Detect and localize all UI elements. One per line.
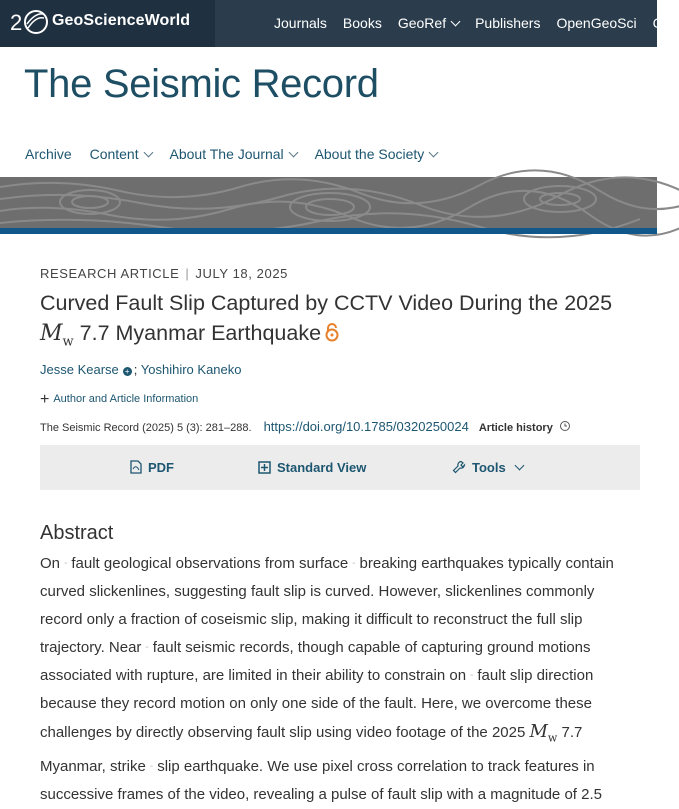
citation-text: The Seismic Record (2025) 5 (3): 281–288. bbox=[40, 422, 252, 434]
author-jesse-kearse[interactable]: Jesse Kearse bbox=[40, 362, 119, 377]
author-separator: ; bbox=[133, 362, 138, 377]
nav-georef[interactable] bbox=[398, 15, 459, 31]
article-history-label: Article history bbox=[478, 422, 553, 434]
orcid-plus-icon[interactable]: + bbox=[123, 367, 132, 376]
journal-title[interactable]: The Seismic Record bbox=[24, 62, 379, 106]
magnitude-symbol bbox=[40, 321, 74, 350]
abstract-text bbox=[40, 550, 640, 809]
abstract-seg-6: 7.7 Myanmar, strike bbox=[40, 724, 583, 775]
pdf-label: PDF bbox=[148, 460, 174, 475]
history-clock-icon bbox=[559, 420, 571, 432]
hyphen-mark: - bbox=[149, 760, 154, 772]
meta-separator: | bbox=[185, 266, 190, 281]
title-text-2: 7.7 Myanmar Earthquake bbox=[73, 321, 322, 345]
tools-dropdown[interactable] bbox=[452, 460, 523, 475]
article-title bbox=[40, 288, 640, 357]
author-yoshihiro-kaneko[interactable]: Yoshihiro Kaneko bbox=[140, 362, 242, 377]
chevron-down-icon bbox=[451, 17, 461, 27]
nav-journals[interactable]: Journals bbox=[274, 15, 327, 31]
magnitude-w: w bbox=[547, 731, 558, 745]
abstract-seg-1: On bbox=[40, 555, 61, 572]
gsw-logo-icon bbox=[10, 8, 50, 36]
pdf-button[interactable] bbox=[130, 460, 174, 475]
pdf-icon bbox=[130, 460, 142, 474]
standard-view-icon bbox=[258, 461, 271, 474]
abstract-seg-3: breaking earthquakes typically contain curved slickenlines, suggesting fault slip is curved. However, slickenlines commonly record only a fraction of coseismic slip, making it difficult to reconstruct the full slip trajectory. Near bbox=[40, 555, 614, 656]
nav-georef-label: GeoRef bbox=[397, 15, 447, 31]
hyphen-mark: - bbox=[352, 558, 356, 569]
subnav-content[interactable] bbox=[90, 146, 152, 162]
standard-view-button[interactable] bbox=[258, 460, 366, 475]
abstract-seg-4: fault seismic records, though capable of capturing ground motions associated with rupture, are limited in their ability to constrain on bbox=[40, 639, 591, 684]
hyphen-mark: - bbox=[470, 670, 474, 681]
svg-text:2: 2 bbox=[10, 10, 23, 35]
hyphen-mark: - bbox=[64, 558, 68, 569]
journal-nav bbox=[25, 146, 451, 162]
abstract-seg-2: fault geological observations from surface bbox=[71, 555, 349, 572]
subnav-about-journal[interactable] bbox=[170, 146, 297, 162]
nav-publishers[interactable]: Publishers bbox=[475, 15, 541, 31]
article-history-toggle[interactable] bbox=[479, 422, 571, 434]
open-access-lock-icon bbox=[325, 322, 339, 342]
nav-opengeosci[interactable]: OpenGeoSci bbox=[556, 15, 637, 31]
magnitude-m: M bbox=[40, 321, 63, 346]
top-bar bbox=[0, 0, 663, 47]
plus-icon: + bbox=[40, 391, 50, 408]
brand-name: GeoScienceWorld bbox=[52, 12, 191, 29]
tools-label: Tools bbox=[472, 460, 506, 475]
title-text-1: Curved Fault Slip Captured by CCTV Video During the 2025 bbox=[40, 291, 613, 315]
article-toolbar bbox=[40, 445, 640, 490]
topographic-pattern bbox=[0, 177, 657, 228]
chevron-down-icon bbox=[143, 148, 153, 158]
magnitude-w: w bbox=[62, 334, 74, 350]
gsw-logo[interactable] bbox=[0, 0, 215, 47]
author-list bbox=[40, 362, 242, 377]
hyphen-mark: - bbox=[145, 642, 149, 653]
subnav-about-journal-label: About The Journal bbox=[169, 146, 284, 162]
abstract-seg-5: fault slip direction because they record motion on only one side of the fault. Here, we overcome these challenges by directly observing fault slip using video footage of the 2025 bbox=[40, 667, 594, 741]
chevron-down-icon bbox=[514, 461, 524, 471]
author-info-toggle[interactable] bbox=[40, 391, 198, 409]
article-type: RESEARCH ARTICLE bbox=[40, 266, 180, 281]
wrench-icon bbox=[452, 460, 466, 474]
chevron-down-icon bbox=[429, 148, 439, 158]
subnav-archive[interactable]: Archive bbox=[25, 146, 72, 162]
author-info-label: Author and Article Information bbox=[53, 393, 199, 405]
subnav-about-society[interactable] bbox=[315, 146, 438, 162]
subnav-content-label: Content bbox=[89, 146, 139, 162]
citation-line bbox=[40, 419, 571, 434]
magnitude-m: M bbox=[529, 721, 548, 742]
article-meta bbox=[40, 266, 288, 281]
subnav-about-society-label: About the Society bbox=[314, 146, 425, 162]
global-nav bbox=[274, 15, 679, 31]
header-banner bbox=[0, 177, 657, 228]
magnitude-symbol bbox=[529, 721, 558, 745]
article-date: JULY 18, 2025 bbox=[195, 266, 288, 281]
abstract-seg-7: slip earthquake. We use pixel cross correlation to track features in successive frames of the video, revealing a pulse of fault slip with a magnitude of 2.5 bbox=[40, 757, 602, 803]
chevron-down-icon bbox=[288, 148, 298, 158]
banner-accent-line bbox=[0, 228, 657, 234]
doi-link[interactable]: https://doi.org/10.1785/0320250024 bbox=[263, 419, 469, 434]
nav-more[interactable]: C bbox=[652, 15, 663, 31]
nav-books[interactable]: Books bbox=[342, 15, 382, 31]
standard-view-label: Standard View bbox=[277, 460, 367, 475]
abstract-heading: Abstract bbox=[40, 522, 114, 544]
